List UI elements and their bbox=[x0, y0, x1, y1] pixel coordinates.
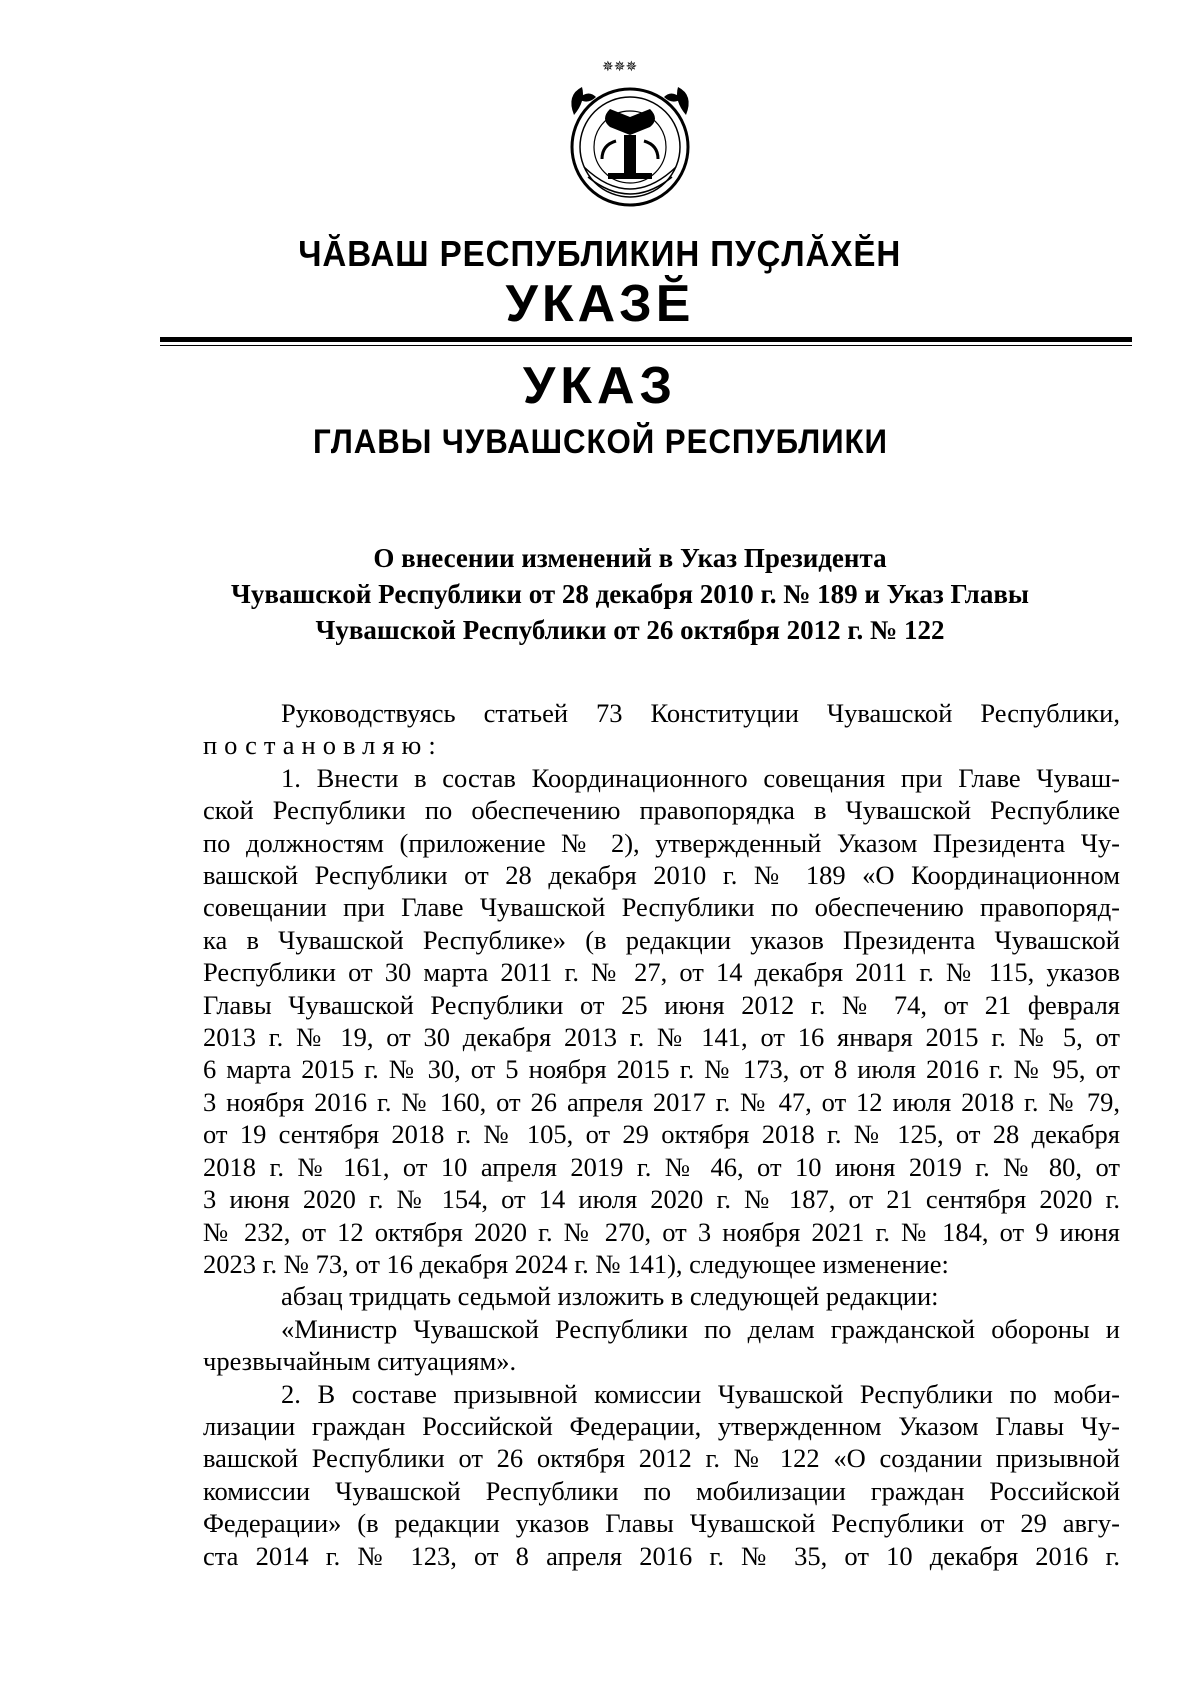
item-2-paragraph bbox=[203, 1378, 1120, 1572]
item-1-line: 2023 г. № 73, от 16 декабря 2024 г. № 141), следующее изменение: bbox=[203, 1248, 949, 1279]
item-1-line: Главы Чувашской Республики от 25 июня 2012 г. № 74, от 21 февраля bbox=[203, 989, 1120, 1020]
item-1-line: 2013 г. № 19, от 30 декабря 2013 г. № 141, от 16 января 2015 г. № 5, от bbox=[203, 1022, 1120, 1053]
chuvash-header-line2: УКАЗӖ bbox=[505, 275, 695, 333]
item-1-line: № 232, от 12 октября 2020 г. № 270, от 3 ноября 2021 г. № 184, от 9 июня bbox=[203, 1216, 1120, 1247]
document-title-line2: Чувашской Республики от 28 декабря 2010 г. № 189 и Указ Главы bbox=[231, 579, 1029, 609]
item-2-line: вашской Республики от 26 октября 2012 г. № 122 «О создании призывной bbox=[203, 1443, 1120, 1474]
item-1-quote-line: «Министр Чувашской Республики по делам гражданской обороны и bbox=[281, 1313, 1120, 1344]
item-1-line: совещании при Главе Чувашской Республики по обеспечению правопоряд- bbox=[203, 892, 1120, 923]
item-1-line: по должностям (приложение № 2), утвержденный Указом Президента Чу- bbox=[203, 827, 1120, 858]
item-1-paragraph bbox=[203, 762, 1120, 1281]
item-2-line: ста 2014 г. № 123, от 8 апреля 2016 г. № 35, от 10 декабря 2016 г. bbox=[203, 1540, 1120, 1571]
item-2-line: лизации граждан Российской Федерации, утвержденном Указом Главы Чу- bbox=[203, 1410, 1120, 1441]
item-2-line: комиссии Чувашской Республики по мобилизации граждан Российской bbox=[203, 1475, 1120, 1506]
svg-text:✵✵✵: ✵✵✵ bbox=[602, 59, 638, 75]
coat-of-arms-icon bbox=[560, 55, 700, 215]
item-1-line: Республики от 30 марта 2011 г. № 27, от 14 декабря 2011 г. № 115, указов bbox=[203, 957, 1120, 988]
intro-line: Руководствуясь статьей 73 Конституции Чувашской Республики, bbox=[281, 698, 1120, 728]
item-1-line: ка в Чувашской Республике» (в редакции указов Президента Чувашской bbox=[203, 924, 1120, 955]
item-1-line: 2018 г. № 161, от 10 апреля 2019 г. № 46, от 10 июня 2019 г. № 80, от bbox=[203, 1151, 1120, 1182]
russian-header-line2: ГЛАВЫ ЧУВАШСКОЙ РЕСПУБЛИКИ bbox=[312, 423, 888, 461]
document-title-line3: Чувашской Республики от 26 октября 2012 г. № 122 bbox=[315, 615, 945, 645]
item-2-line: 2. В составе призывной комиссии Чувашской Республики по моби- bbox=[281, 1378, 1120, 1409]
header-divider-thick bbox=[160, 337, 1132, 342]
header-divider-thin bbox=[160, 345, 1132, 346]
item-1-line: 6 марта 2015 г. № 30, от 5 ноября 2015 г. № 173, от 8 июля 2016 г. № 95, от bbox=[203, 1054, 1120, 1085]
item-1-line: 3 июня 2020 г. № 154, от 14 июля 2020 г. № 187, от 21 сентября 2020 г. bbox=[203, 1184, 1120, 1215]
item-2-line: Федерации» (в редакции указов Главы Чувашской Республики от 29 авгу- bbox=[203, 1508, 1120, 1539]
item-1-line: 3 ноября 2016 г. № 160, от 26 апреля 2017 г. № 47, от 12 июля 2018 г. № 79, bbox=[203, 1086, 1120, 1117]
item-1-line: вашской Республики от 28 декабря 2010 г. № 189 «О Координационном bbox=[203, 860, 1120, 891]
document-body bbox=[203, 697, 1120, 1572]
item-1-quote-line: чрезвычайным ситуациям». bbox=[203, 1346, 517, 1377]
item-1-line: от 19 сентября 2018 г. № 105, от 29 октября 2018 г. № 125, от 28 декабря bbox=[203, 1119, 1120, 1150]
document-title-line1: О внесении изменений в Указ Президента bbox=[373, 543, 887, 573]
chuvash-header bbox=[0, 232, 1200, 332]
document-title bbox=[150, 540, 1110, 648]
item-1-line: ской Республики по обеспечению правопорядка в Чувашской Республике bbox=[203, 795, 1120, 826]
chuvash-header-line1: ЧӐВАШ РЕСПУБЛИКИН ПУҪЛӐХӖН bbox=[298, 233, 902, 274]
russian-header-line1: УКАЗ bbox=[522, 357, 678, 415]
intro-decree-word: постановляю: bbox=[203, 730, 443, 761]
item-1-instruction: абзац тридцать седьмой изложить в следующей редакции: bbox=[281, 1281, 939, 1312]
coat-of-arms-emblem bbox=[560, 55, 700, 215]
item-1-line: 1. Внести в состав Координационного совещания при Главе Чуваш- bbox=[281, 762, 1120, 793]
russian-header bbox=[0, 356, 1200, 468]
